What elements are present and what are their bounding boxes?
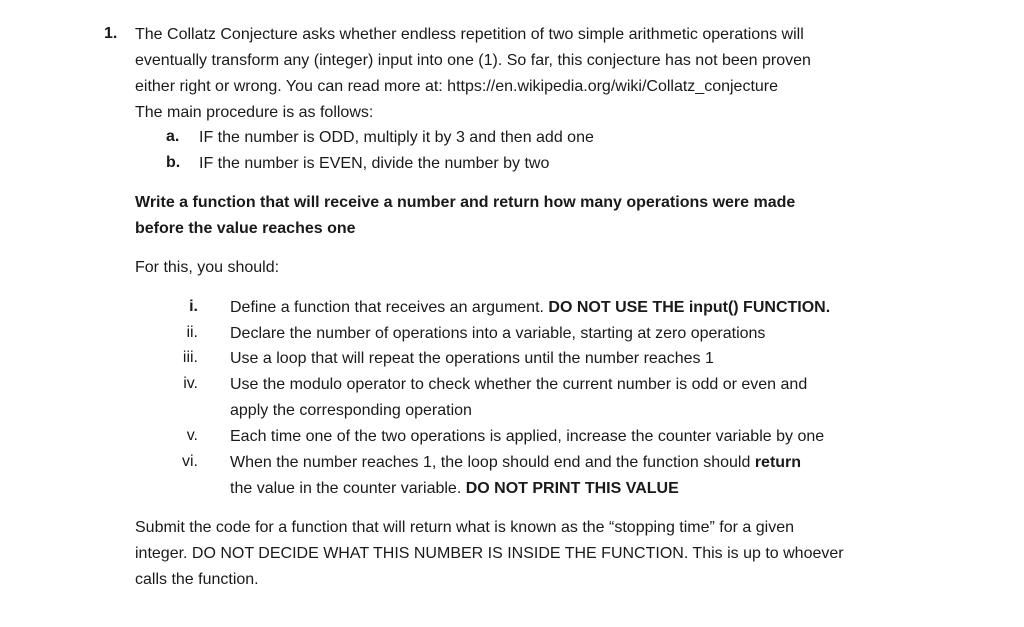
task-line: before the value reaches one bbox=[135, 220, 356, 237]
requirement-marker: iv. bbox=[183, 375, 198, 392]
submit-line: integer. DO NOT DECIDE WHAT THIS NUMBER IS INSIDE THE FUNCTION. This is up to whoever bbox=[135, 545, 844, 562]
for-this-label: For this, you should: bbox=[135, 259, 280, 276]
submit-line: calls the function. bbox=[135, 571, 259, 588]
requirement-text-bold: return bbox=[754, 454, 802, 471]
requirement-text: Declare the number of operations into a variable, starting at zero operations bbox=[230, 325, 766, 342]
requirement-text: Use the modulo operator to check whether the current number is odd or even and bbox=[230, 376, 808, 393]
requirement-text-bold: DO NOT USE THE input() FUNCTION. bbox=[548, 299, 831, 316]
requirement-text bbox=[230, 298, 830, 318]
intro-line: The main procedure is as follows: bbox=[135, 104, 374, 121]
intro-line: The Collatz Conjecture asks whether endless repetition of two simple arithmetic operations will bbox=[135, 26, 804, 43]
step-marker: b. bbox=[166, 154, 181, 171]
requirement-text-bold: DO NOT PRINT THIS VALUE bbox=[465, 480, 679, 497]
requirement-marker: i. bbox=[189, 298, 198, 315]
requirement-marker: vi. bbox=[182, 453, 198, 470]
requirement-text-plain: Define a function that receives an argument. bbox=[230, 299, 549, 316]
intro-line: either right or wrong. You can read more at: https://en.wikipedia.org/wiki/Collatz_conjecture bbox=[135, 78, 779, 95]
requirement-text: Use a loop that will repeat the operations until the number reaches 1 bbox=[230, 350, 714, 367]
submit-line: Submit the code for a function that will return what is known as the “stopping time” for a given bbox=[135, 519, 794, 536]
requirement-text: Each time one of the two operations is applied, increase the counter variable by one bbox=[230, 428, 825, 445]
requirement-text bbox=[230, 479, 679, 499]
task-line: Write a function that will receive a number and return how many operations were made bbox=[135, 194, 796, 211]
step-marker: a. bbox=[166, 128, 180, 145]
requirement-marker: ii. bbox=[186, 324, 198, 341]
requirement-text-plain: the value in the counter variable. bbox=[230, 480, 466, 497]
requirement-text bbox=[230, 453, 801, 473]
step-text: IF the number is ODD, multiply it by 3 and then add one bbox=[199, 129, 594, 146]
question-number: 1. bbox=[104, 25, 118, 42]
requirement-text-plain: When the number reaches 1, the loop should end and the function should bbox=[230, 454, 755, 471]
requirement-marker: v. bbox=[186, 427, 198, 444]
requirement-text: apply the corresponding operation bbox=[230, 402, 472, 419]
requirement-marker: iii. bbox=[182, 349, 198, 366]
intro-line: eventually transform any (integer) input into one (1). So far, this conjecture has not been proven bbox=[135, 52, 811, 69]
step-text: IF the number is EVEN, divide the number by two bbox=[199, 155, 550, 172]
